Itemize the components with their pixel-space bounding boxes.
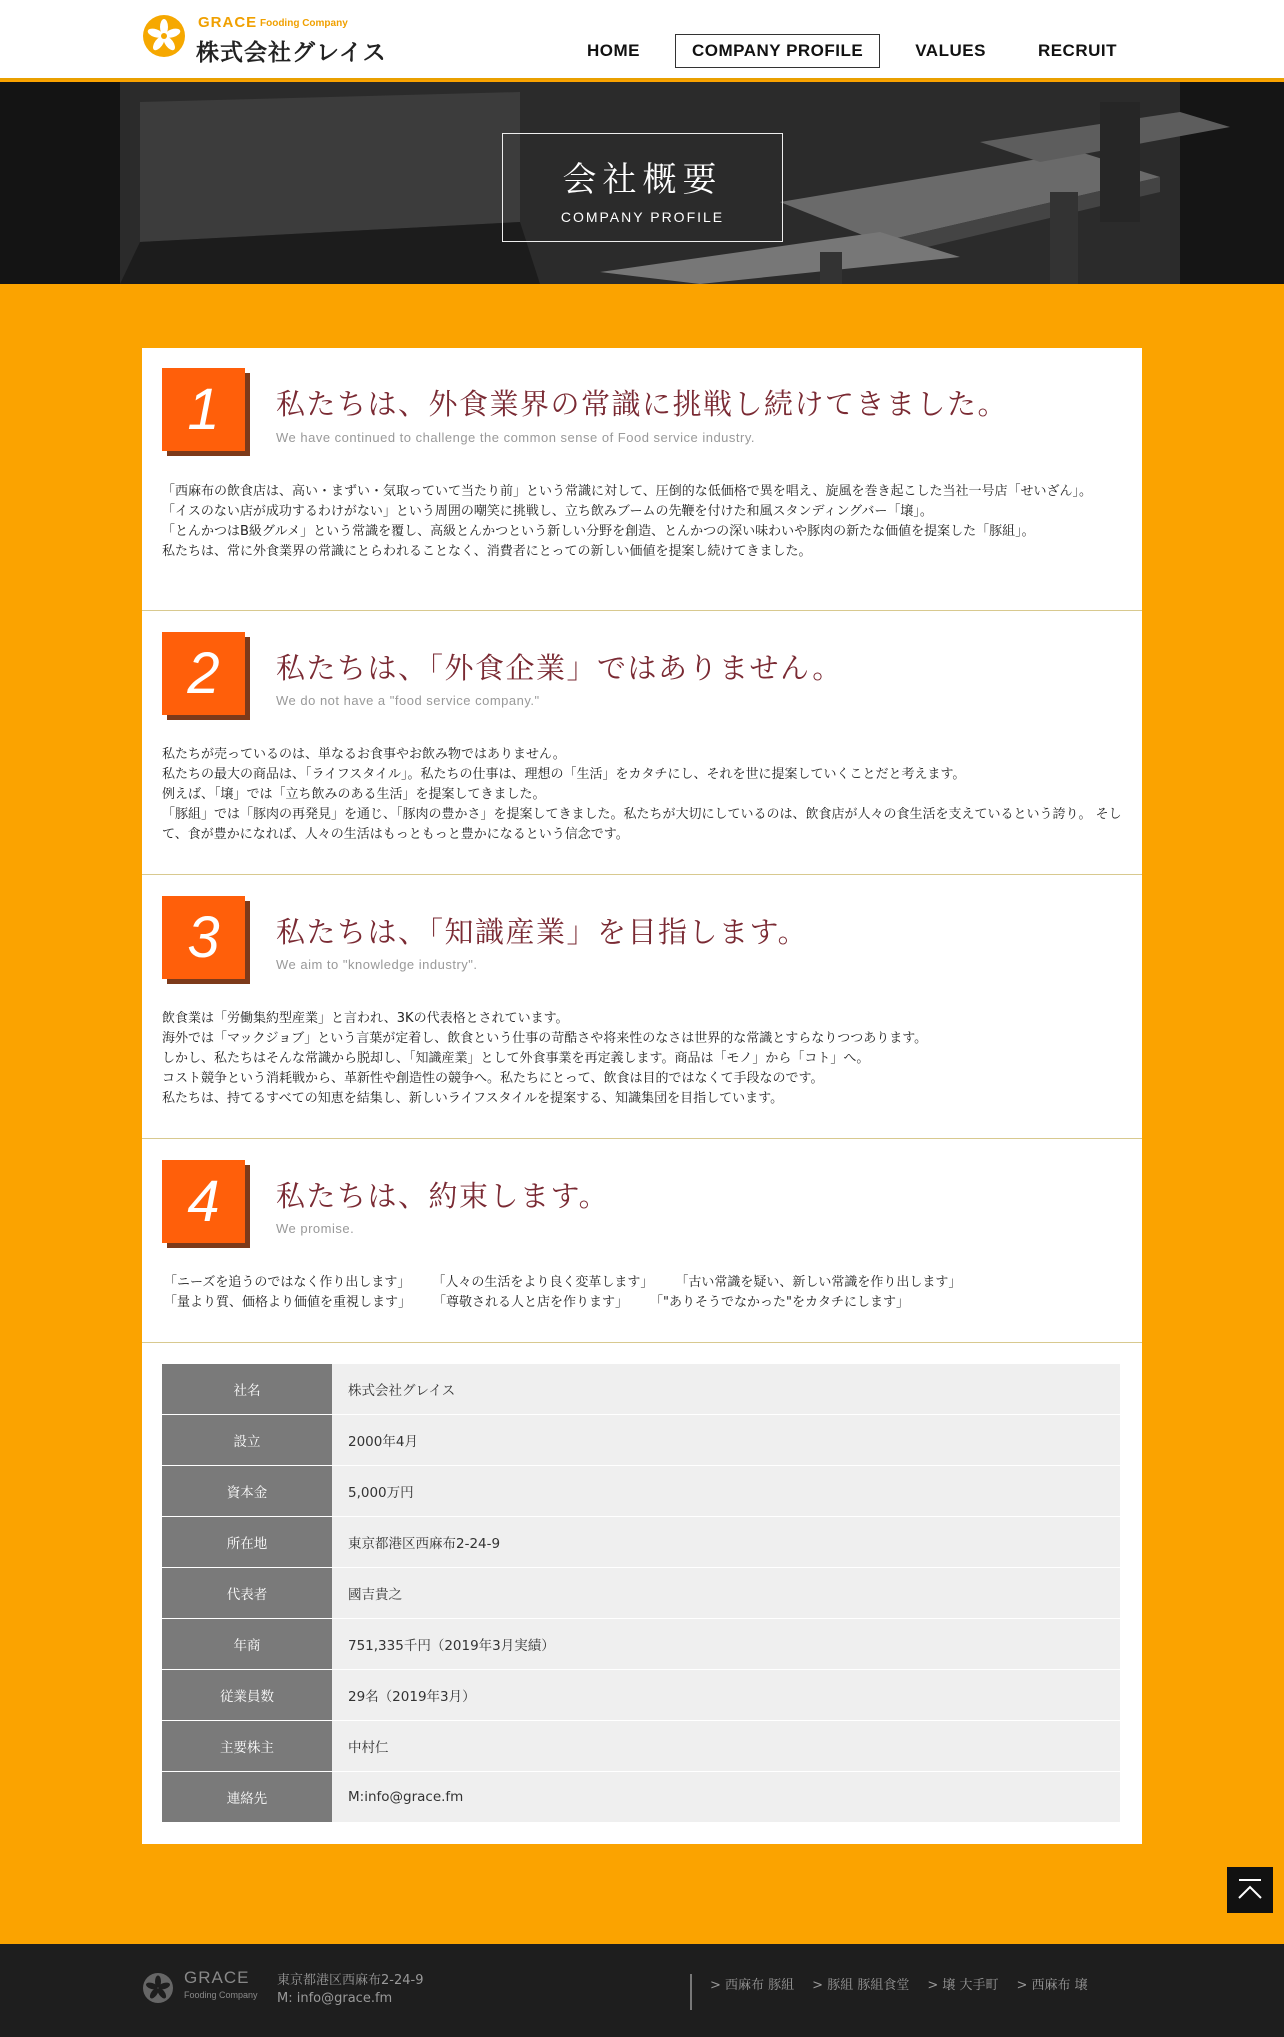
hero-subtitle: COMPANY PROFILE (560, 209, 725, 225)
section-title: 私たちは、約束します。 (276, 1179, 610, 1213)
body-line: 海外では「マックジョブ」という言葉が定着し、飲食という仕事の苛酷さや将来性のなさは世界的な常識とすらなりつつあります。 (162, 1031, 928, 1046)
section-number: 2 (187, 641, 220, 706)
footer-logo-icon (142, 1972, 174, 2004)
section-title: 私たちは、「外食企業」ではありません。 (276, 651, 843, 685)
site-logo[interactable] (142, 14, 402, 64)
footer-link-nishiazabu-butagumi[interactable]: > 西麻布 豚組 (710, 1978, 795, 1993)
logo-jp-text: 株式会社グレイス (196, 40, 387, 66)
table-value: 5,000万円 (332, 1466, 1120, 1517)
section-number-box (162, 896, 245, 979)
promise-row (164, 1293, 1124, 1313)
body-line: しかし、私たちはそんな常識から脱却し、「知識産業」として外食事業を再定義します。商品は「モノ」から「コト」へ。 (162, 1051, 870, 1066)
section-subtitle: We promise. (276, 1221, 355, 1236)
body-line: 例えば、「壌」では「立ち飲みのある生活」を提案してきました。 (162, 787, 546, 802)
body-line: コスト競争という消耗戦から、革新性や創造性の競争へ。私たちにとって、飲食は目的ではなくて手段なのです。 (162, 1071, 824, 1086)
table-value: 751,335千円（2019年3月実績） (332, 1619, 1120, 1670)
company-info-table (162, 1364, 1120, 1823)
promise-item: 「"ありそうでなかった"をカタチにします」 (650, 1295, 909, 1310)
body-line: 私たちの最大の商品は、「ライフスタイル」。私たちの仕事は、理想の「生活」をカタチにし、それを世に提案していくことだと考えます。 (162, 767, 966, 782)
footer-email[interactable]: M: info@grace.fm (277, 1991, 393, 2006)
section-subtitle: We aim to "knowledge industry". (276, 957, 478, 972)
footer-link-nishiazabu-jo[interactable]: > 西麻布 壌 (1016, 1978, 1088, 1993)
table-row (162, 1466, 1120, 1517)
table-key: 代表者 (162, 1568, 332, 1619)
section-body (162, 1009, 1122, 1109)
table-key: 設立 (162, 1415, 332, 1466)
logo-en-text: GRACE (198, 14, 258, 31)
section-number-box (162, 368, 245, 451)
footer-link-jo-otemachi[interactable]: > 壌 大手町 (927, 1978, 999, 1993)
table-key: 主要株主 (162, 1721, 332, 1772)
table-key: 社名 (162, 1364, 332, 1415)
site-header (0, 0, 1284, 80)
section-number-box (162, 1160, 245, 1243)
body-line: 「とんかつはB級グルメ」という常識を覆し、高級とんかつという新しい分野を創造、とんかつの深い味わいや豚肉の新たな価値を提案した「豚組」。 (162, 524, 1035, 539)
promise-item: 「人々の生活をより良く変革します」 (432, 1275, 654, 1290)
footer-address-block (277, 1972, 423, 2008)
main-nav (570, 34, 1134, 68)
table-value: 國吉貴之 (332, 1568, 1120, 1619)
section-title: 私たちは、「知識産業」を目指します。 (276, 915, 809, 949)
table-value: 株式会社グレイス (332, 1364, 1120, 1415)
table-key: 所在地 (162, 1517, 332, 1568)
nav-home[interactable]: HOME (587, 41, 641, 60)
nav-recruit[interactable]: RECRUIT (1037, 41, 1117, 60)
section-subtitle: We do not have a "food service company." (276, 693, 540, 708)
site-footer (0, 1944, 1284, 2037)
footer-divider (690, 1974, 692, 2010)
table-row (162, 1772, 1120, 1823)
footer-logo-en-sub: Fooding Company (184, 1990, 258, 2000)
section-number-box (162, 632, 245, 715)
body-line: 私たちは、常に外食業界の常識にとらわれることなく、消費者にとっての新しい価値を提案し続けてきました。 (162, 544, 812, 559)
body-line: 「西麻布の飲食店は、高い・まずい・気取っていて当たり前」という常識に対して、圧倒的な低価格で異を唱え、旋風を巻き起こした当社一号店「せいざん」。 (162, 484, 1093, 499)
table-row (162, 1415, 1120, 1466)
table-value: 東京都港区西麻布2-24-9 (332, 1517, 1120, 1568)
section-title: 私たちは、外食業界の常識に挑戦し続けてきました。 (276, 387, 1009, 421)
nav-values[interactable]: VALUES (915, 41, 986, 60)
company-profile-panel (142, 348, 1142, 1844)
philosophy-section-1 (142, 348, 1142, 611)
promise-item: 「尊敬される人と店を作ります」 (433, 1295, 629, 1310)
footer-link-butagumi-shokudo[interactable]: > 豚組 豚組食堂 (812, 1978, 910, 1993)
table-value: 29名（2019年3月） (332, 1670, 1120, 1721)
table-row (162, 1364, 1120, 1415)
footer-links (710, 1974, 1088, 1993)
table-row (162, 1568, 1120, 1619)
table-key: 従業員数 (162, 1670, 332, 1721)
section-body (164, 1273, 1124, 1313)
section-subtitle: We have continued to challenge the common sense of Food service industry. (276, 430, 755, 445)
table-value: 中村仁 (332, 1721, 1120, 1772)
body-line: 「イスのない店が成功するわけがない」という周囲の嘲笑に挑戦し、立ち飲みブームの先鞭を付けた和風スタンディングバー「壌」。 (162, 504, 933, 519)
section-number: 3 (187, 905, 220, 970)
table-key: 資本金 (162, 1466, 332, 1517)
footer-address: 東京都港区西麻布2-24-9 (277, 1973, 424, 1988)
table-row (162, 1721, 1120, 1772)
promise-row (164, 1273, 1124, 1293)
body-line: 「豚組」では「豚肉の再発見」を通じ、「豚肉の豊かさ」を提案してきました。私たちが大切にしているのは、飲食店が人々の食生活を支えているという誇り。 そして、食が豊かになれば、人々の生活はもっともっと豊かになるという信念です。 (162, 807, 1122, 842)
hero-title-box (502, 133, 783, 242)
section-body (162, 482, 1122, 562)
promise-item: 「古い常識を疑い、新しい常識を作り出します」 (675, 1275, 962, 1290)
promise-item: 「ニーズを追うのではなく作り出します」 (164, 1275, 411, 1290)
arrow-up-to-bar-icon (1227, 1867, 1273, 1913)
table-key: 連絡先 (162, 1772, 332, 1823)
promise-item: 「量より質、価格より価値を重視します」 (164, 1295, 412, 1310)
nav-company-profile[interactable]: COMPANY PROFILE (675, 34, 880, 68)
section-body (162, 745, 1122, 845)
section-number: 1 (187, 377, 220, 442)
table-row (162, 1619, 1120, 1670)
table-row (162, 1517, 1120, 1568)
body-line: 飲食業は「労働集約型産業」と言われ、3Kの代表格とされています。 (162, 1011, 569, 1026)
hero-banner (0, 82, 1284, 284)
table-value-email[interactable]: M:info@grace.fm (332, 1772, 1120, 1823)
logo-en-subtext: Fooding Company (260, 18, 348, 29)
table-key: 年商 (162, 1619, 332, 1670)
section-number: 4 (187, 1169, 220, 1234)
back-to-top-button[interactable] (1227, 1867, 1273, 1913)
footer-logo-en: GRACE (184, 1968, 250, 1987)
philosophy-section-4 (142, 1139, 1142, 1343)
table-row (162, 1670, 1120, 1721)
body-line: 私たちは、持てるすべての知恵を結集し、新しいライフスタイルを提案する、知識集団を目指しています。 (162, 1091, 784, 1106)
star-logo-icon (142, 14, 186, 58)
table-value: 2000年4月 (332, 1415, 1120, 1466)
philosophy-section-3 (142, 875, 1142, 1139)
philosophy-section-2 (142, 611, 1142, 875)
hero-title: 会社概要 (562, 160, 723, 200)
body-line: 私たちが売っているのは、単なるお食事やお飲み物ではありません。 (162, 747, 566, 762)
